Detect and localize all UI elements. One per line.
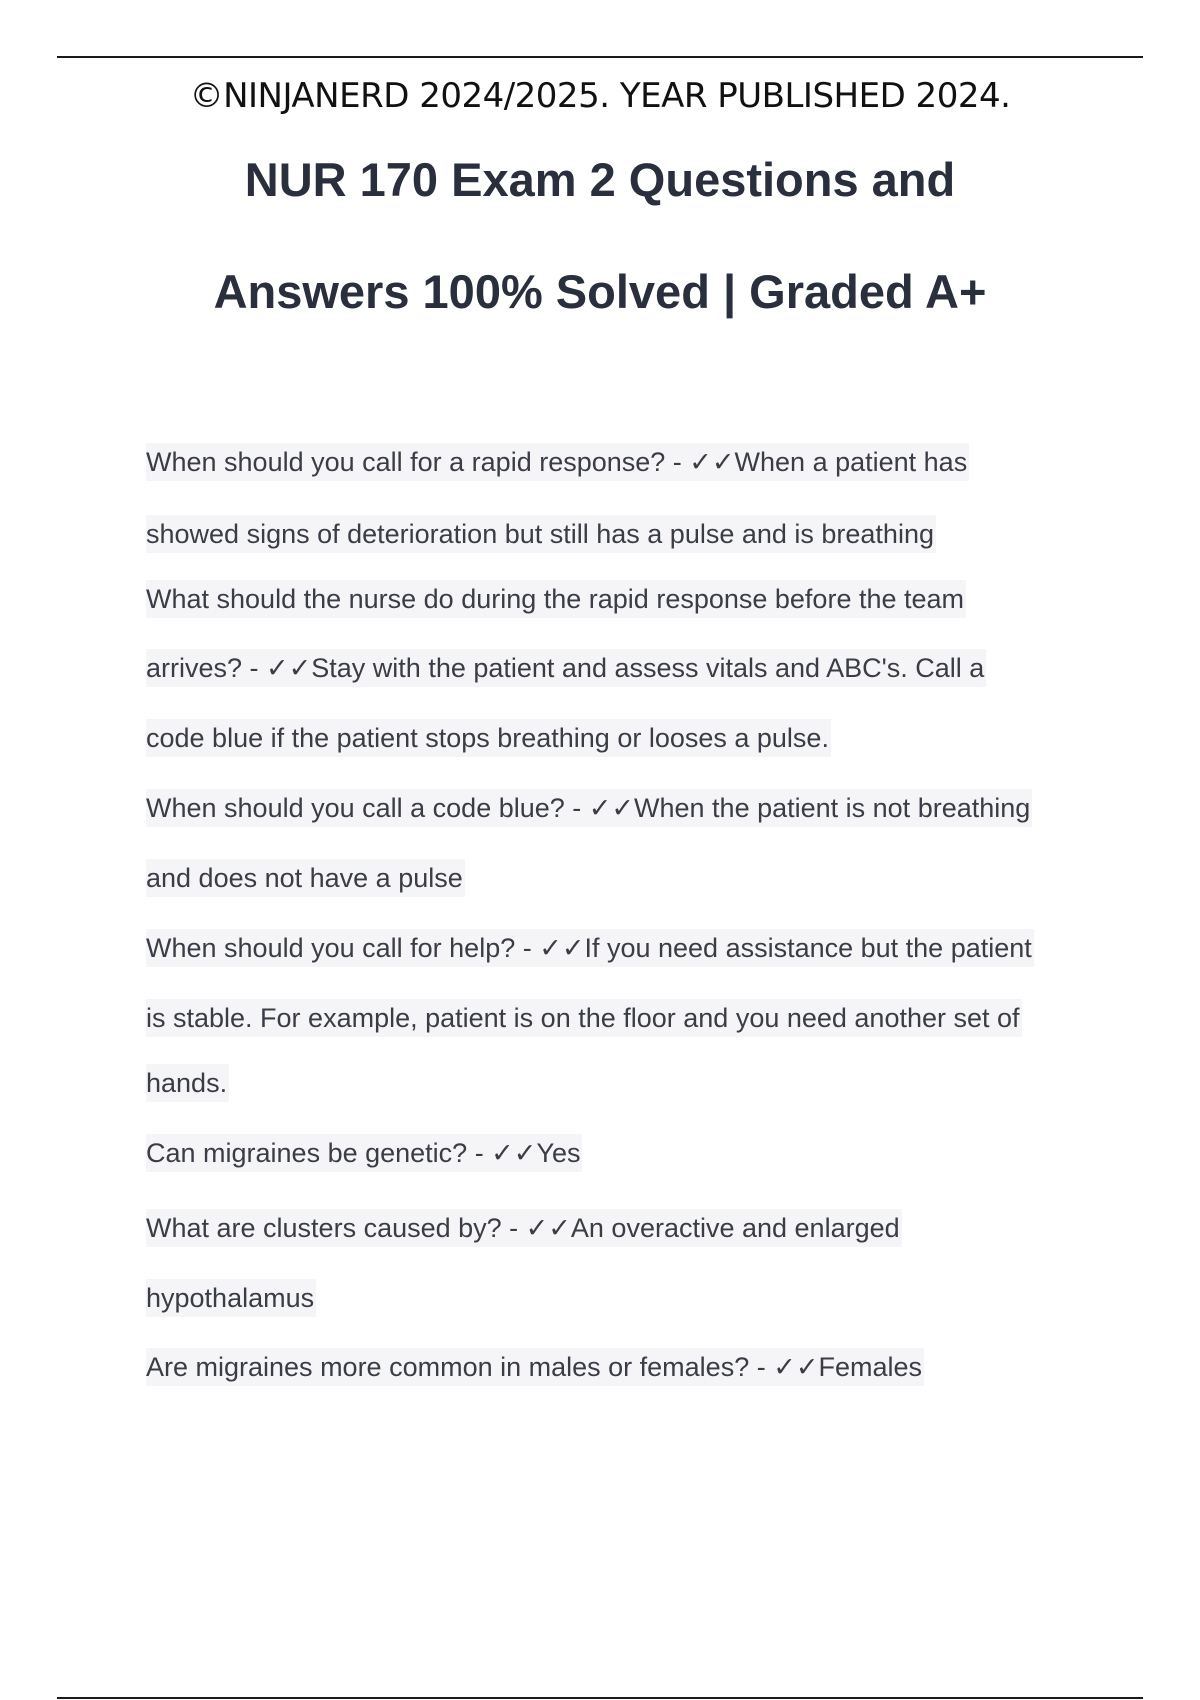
qa-line: showed signs of deterioration but still has a pulse and is breathing <box>146 515 936 553</box>
document-title-line-2: Answers 100% Solved | Graded A+ <box>213 265 987 318</box>
qa-line: What should the nurse do during the rapid response before the team <box>146 580 966 618</box>
qa-line: arrives? - ✓✓Stay with the patient and assess vitals and ABC's. Call a <box>146 649 986 687</box>
qa-line: hands. <box>146 1064 229 1102</box>
qa-line: code blue if the patient stops breathing or looses a pulse. <box>146 719 831 757</box>
qa-line: When should you call for a rapid response? - ✓✓When a patient has <box>146 443 969 481</box>
qa-line: Can migraines be genetic? - ✓✓Yes <box>146 1134 582 1172</box>
qa-line: What are clusters caused by? - ✓✓An overactive and enlarged <box>146 1209 902 1247</box>
qa-line: When should you call a code blue? - ✓✓When the patient is not breathing <box>146 789 1032 827</box>
qa-line: Are migraines more common in males or females? - ✓✓Females <box>146 1348 924 1386</box>
bottom-divider <box>57 1697 1143 1699</box>
copyright-header: ©NINJANERD 2024/2025. YEAR PUBLISHED 2024. <box>189 76 1011 116</box>
document-title-line-1: NUR 170 Exam 2 Questions and <box>244 153 956 206</box>
qa-line: hypothalamus <box>146 1279 316 1317</box>
qa-line: and does not have a pulse <box>146 859 465 897</box>
qa-line: When should you call for help? - ✓✓If you need assistance but the patient <box>146 929 1034 967</box>
top-divider <box>57 56 1143 58</box>
qa-line: is stable. For example, patient is on the floor and you need another set of <box>146 999 1022 1037</box>
